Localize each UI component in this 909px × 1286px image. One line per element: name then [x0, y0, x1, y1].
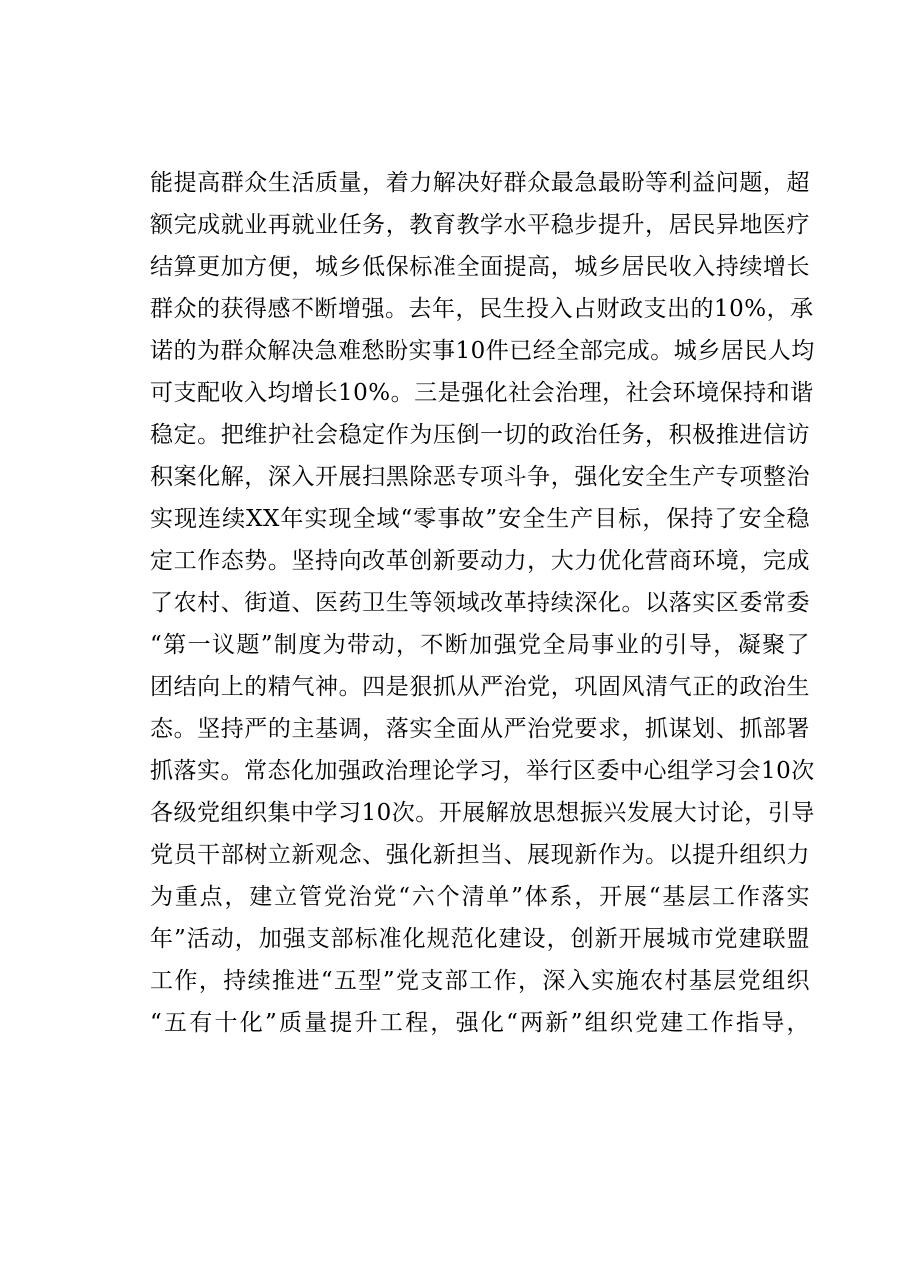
text-line: 了农村、街道、医药卫生等领域改革持续深化。以落实区委常委	[150, 590, 810, 616]
text-line: 群众的获得感不断增强。去年，民生投入占财政支出的10%，承	[150, 296, 814, 322]
text-line: 态。坚持严的主基调，落实全面从严治党要求，抓谋划、抓部署	[150, 716, 810, 742]
text-line: 可支配收入均增长10%。三是强化社会治理，社会环境保持和谐	[150, 380, 814, 406]
text-line: 团结向上的精气神。四是狠抓从严治党，巩固风清气正的政治生	[150, 674, 810, 700]
text-line: 抓落实。常态化加强政治理论学习，举行区委中心组学习会10次	[150, 758, 815, 784]
text-line: 党员干部树立新观念、强化新担当、展现新作为。以提升组织力	[150, 842, 810, 868]
text-line: 诺的为群众解决急难愁盼实事10件已经全部完成。城乡居民人均	[150, 338, 815, 364]
text-line: 能提高群众生活质量，着力解决好群众最急最盼等利益问题，超	[150, 170, 810, 196]
text-line: 定工作态势。坚持向改革创新要动力，大力优化营商环境，完成	[150, 548, 810, 574]
text-line: “第一议题”制度为带动，不断加强党全局事业的引导，凝聚了	[150, 632, 810, 658]
text-line: 积案化解，深入开展扫黑除恶专项斗争，强化安全生产专项整治	[150, 464, 810, 490]
text-line: 年”活动，加强支部标准化规范化建设，创新开展城市党建联盟	[150, 926, 810, 952]
text-line: 额完成就业再就业任务，教育教学水平稳步提升，居民异地医疗	[150, 212, 810, 238]
text-line: 实现连续XX年实现全域“零事故”安全生产目标，保持了安全稳	[150, 506, 810, 532]
text-line: 为重点，建立管党治党“六个清单”体系，开展“基层工作落实	[150, 884, 810, 910]
text-line: 工作，持续推进“五型”党支部工作，深入实施农村基层党组织	[150, 968, 810, 994]
text-line: 稳定。把维护社会稳定作为压倒一切的政治任务，积极推进信访	[150, 422, 810, 448]
text-line: 各级党组织集中学习10次。开展解放思想振兴发展大讨论，引导	[150, 800, 815, 826]
text-line: “五有十化”质量提升工程，强化“两新”组织党建工作指导，	[150, 1010, 810, 1036]
text-line: 结算更加方便，城乡低保标准全面提高，城乡居民收入持续增长	[150, 254, 810, 280]
body-text	[150, 162, 815, 1044]
